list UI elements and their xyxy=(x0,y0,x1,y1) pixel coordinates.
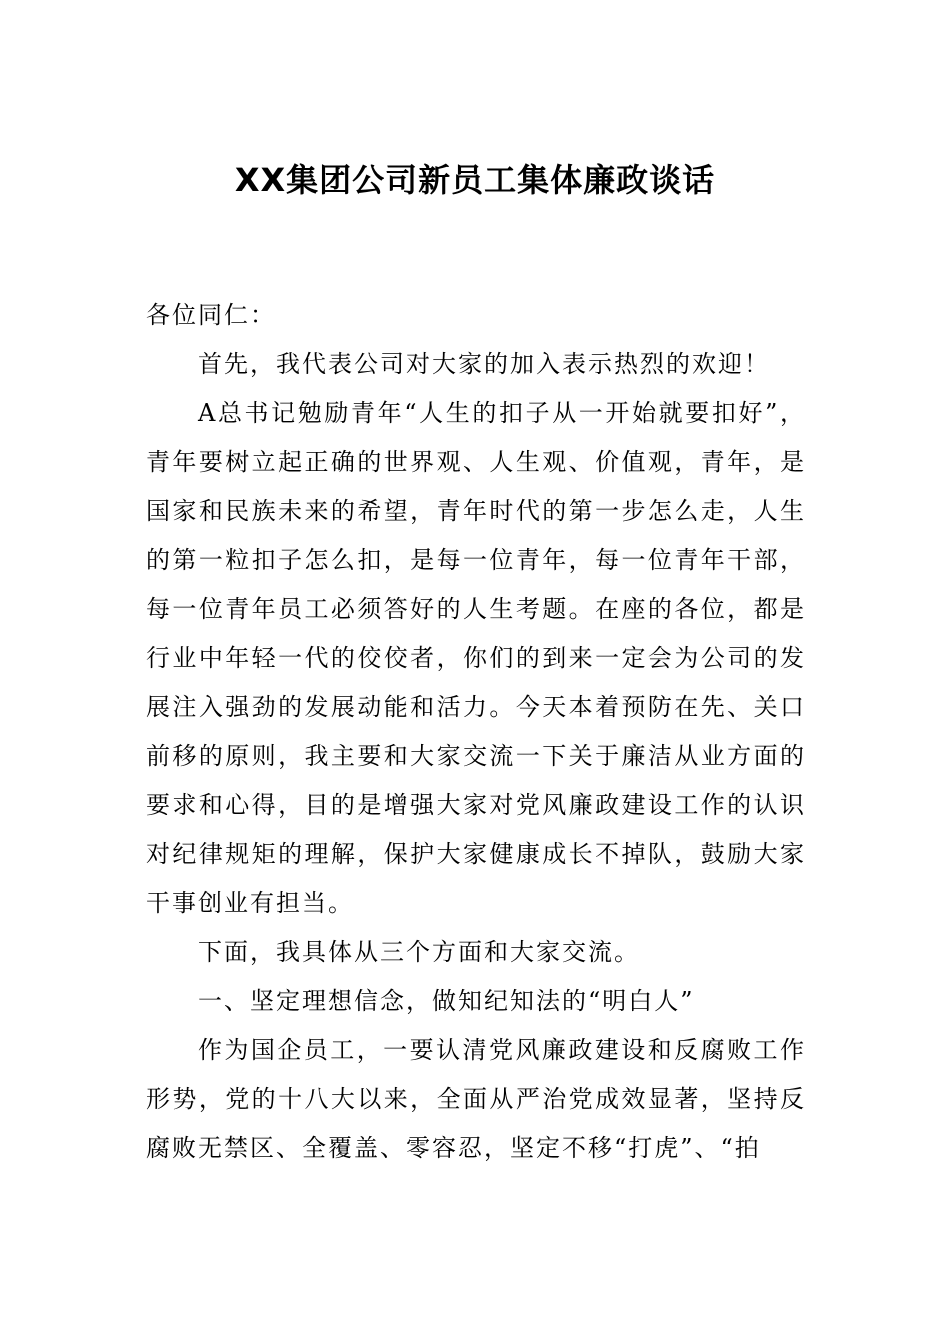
salutation: 各位同仁： xyxy=(146,301,276,329)
paragraph-main: A总书记勉励青年“人生的扣子从一开始就要扣好”，青年要树立起正确的世界观、人生观、价值观，青年，是国家和民族未来的希望，青年时代的第一步怎么走，人生的第一粒扣子怎么扣，是每一位青年，每一位青年干部，每一位青年员工必须答好的人生考题。在座的各位，都是行业中年轻一代的佼佼者，你们的到来一定会为公司的发展注入强劲的发展动能和活力。今天本着预防在先、关口前移的原则，我主要和大家交流一下关于廉洁从业方面的要求和心得，目的是增强大家对党风廉政建设工作的认识对纪律规矩的理解，保护大家健康成长不掉队，鼓励大家干事创业有担当。 xyxy=(146,399,806,917)
section-heading-1: 一、坚定理想信念，做知纪知法的“明白人” xyxy=(198,987,695,1015)
paragraph-intro-three-aspects: 下面，我具体从三个方面和大家交流。 xyxy=(198,938,640,966)
document-title: XX集团公司新员工集体廉政谈话 xyxy=(234,161,716,199)
paragraph-section-1: 作为国企员工，一要认清党风廉政建设和反腐败工作形势，党的十八大以来，全面从严治党成效显著，坚持反腐败无禁区、全覆盖、零容忍，坚定不移“打虎”、“拍 xyxy=(146,1036,806,1162)
paragraph-welcome: 首先，我代表公司对大家的加入表示热烈的欢迎！ xyxy=(198,350,770,378)
document-body xyxy=(146,291,806,1173)
